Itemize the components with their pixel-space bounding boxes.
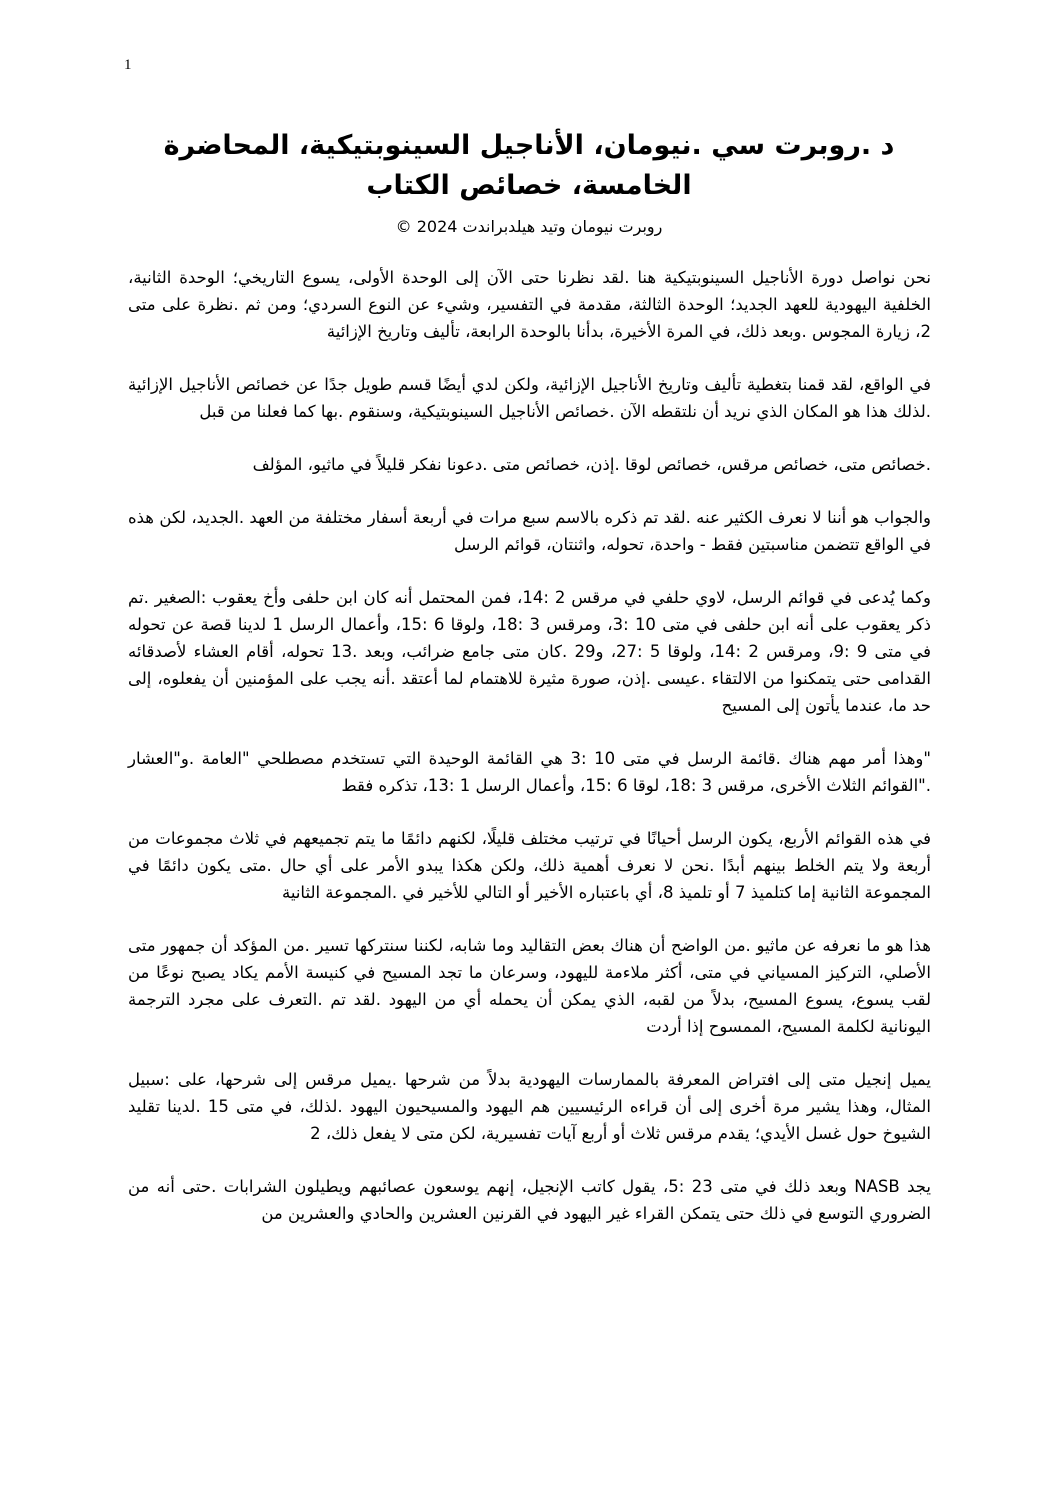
title-line-2: الخامسة، خصائص الكتاب: [366, 170, 692, 201]
paragraph-8: هذا هو ما نعرفه عن ماثيو .من الواضح أن هناك بعض التقاليد وما شابه، لكننا سنتركها تسير .من المؤكد أن جمهور متى الأصلي، التركيز المسياني في متى، أكثر ملاءمة لليهود، وسرعان ما تجد المسيح في كنيسة الأمم يكاد يصبح نوعًا من لقب يسوع، يسوع المسيح، بدلاً من لقبه، الذي يمكن أن يحمله أي من اليهود .لقد تم .التعرف على مجرد الترجمة اليونانية لكلمة المسيح، الممسوح إذا أردت: [128, 936, 931, 1036]
paragraph-6: "وهذا أمر مهم هناك .قائمة الرسل في متى 10 :3 هي القائمة الوحيدة التي تستخدم مصطلحي "العامة .و"العشار ."القوائم الثلاث الأخرى، مرقس 3 :18، لوقا 6 :15، وأعمال الرسل 1 :13، تذكره فقط: [128, 749, 931, 795]
document-title: [0, 126, 1058, 206]
page-number: 1: [124, 57, 132, 73]
title-line-1: د .روبرت سي .نيومان، الأناجيل السينوبتيكية، المحاضرة: [163, 130, 895, 161]
copyright-line: روبرت نيومان وتيد هيلدبراندت 2024 ©: [395, 217, 663, 236]
paragraph-2: في الواقع، لقد قمنا بتغطية تأليف وتاريخ الأناجيل الإزائية، ولكن لدي أيضًا قسم طويل جدًا عن خصائص الأناجيل الإزائية .لذلك هذا هو المكان الذي نريد أن نلتقطه الآن .خصائص الأناجيل السينوبتيكية، وسنقوم .بها كما فعلنا من قبل: [128, 375, 931, 421]
paragraph-5: وكما يُدعى في قوائم الرسل، لاوي حلفي في مرقس 2 :14، فمن المحتمل أنه كان ابن حلفى وأخ يعقوب :الصغير .تم ذكر يعقوب على أنه ابن حلفى في متى 10 :3، ومرقس 3 :18، ولوقا 6 :15، وأعمال الرسل 1 لدينا قصة عن تحوله في متى 9 :9، ومرقس 2 :14، ولوقا 5 :27، و29 .كان متى جامع ضرائب، وبعد .13 تحوله، أقام العشاء لأصدقائه القدامى حتى يتمكنوا من الالتقاء .عيسى .إذن، صورة مثيرة للاهتمام لما أعتقد .أنه يجب على المؤمنين أن يفعلوه، إلى حد ما، عندما يأتون إلى المسيح: [128, 588, 932, 715]
paragraph-3: .خصائص متى، خصائص مرقس، خصائص لوقا .إذن، خصائص متى .دعونا نفكر قليلاً في ماثيو، المؤلف: [252, 455, 931, 474]
paragraph-7: في هذه القوائم الأربع، يكون الرسل أحيانًا في ترتيب مختلف قليلًا، لكنهم دائمًا ما يتم تجميعهم في ثلاث مجموعات من أربعة ولا يتم الخلط بينهم أبدًا .نحن لا نعرف أهمية ذلك، ولكن هكذا يبدو الأمر على أي حال .متى يكون دائمًا في المجموعة الثانية إما كتلميذ 7 أو تلميذ 8، أي باعتباره الأخير أو التالي للأخير في .المجموعة الثانية: [128, 829, 931, 902]
paragraph-9: يميل إنجيل متى إلى افتراض المعرفة بالممارسات اليهودية بدلاً من شرحها .يميل مرقس إلى شرحها، على :سبيل المثال، وهذا يشير مرة أخرى إلى أن قراءه الرئيسيين هم اليهود والمسيحيون اليهود .لذلك، في متى 15 .لدينا تقليد الشيوخ حول غسل الأيدي؛ يقدم مرقس ثلاث أو أربع آيات تفسيرية، لكن متى لا يفعل ذلك، 2: [128, 1070, 931, 1143]
paragraph-10: يجد NASB وبعد ذلك في متى 23 :5، يقول كاتب الإنجيل، إنهم يوسعون عصائبهم ويطيلون الشرابات .حتى أنه من الضروري التوسع في ذلك حتى يتمكن القراء غير اليهود في القرنين العشرين والحادي والعشرين من: [128, 1177, 932, 1223]
paragraph-4: والجواب هو أننا لا نعرف الكثير عنه .لقد تم ذكره بالاسم سبع مرات في أربعة أسفار مختلفة من العهد .الجديد، لكن هذه في الواقع تتضمن مناسبتين فقط - واحدة، تحوله، واثنتان، قوائم الرسل: [128, 508, 931, 554]
paragraph-1: نحن نواصل دورة الأناجيل السينوبتيكية هنا .لقد نظرنا حتى الآن إلى الوحدة الأولى، يسوع التاريخي؛ الوحدة الثانية، الخلفية اليهودية للعهد الجديد؛ الوحدة الثالثة، مقدمة في التفسير، وشيء عن النوع السردي؛ ومن ثم .نظرة على متى 2، زيارة المجوس .وبعد ذلك، في المرة الأخيرة، بدأنا بالوحدة الرابعة، تأليف وتاريخ الإزائية: [128, 268, 931, 341]
document-header: [0, 0, 1058, 240]
document-body: [128, 264, 931, 1227]
